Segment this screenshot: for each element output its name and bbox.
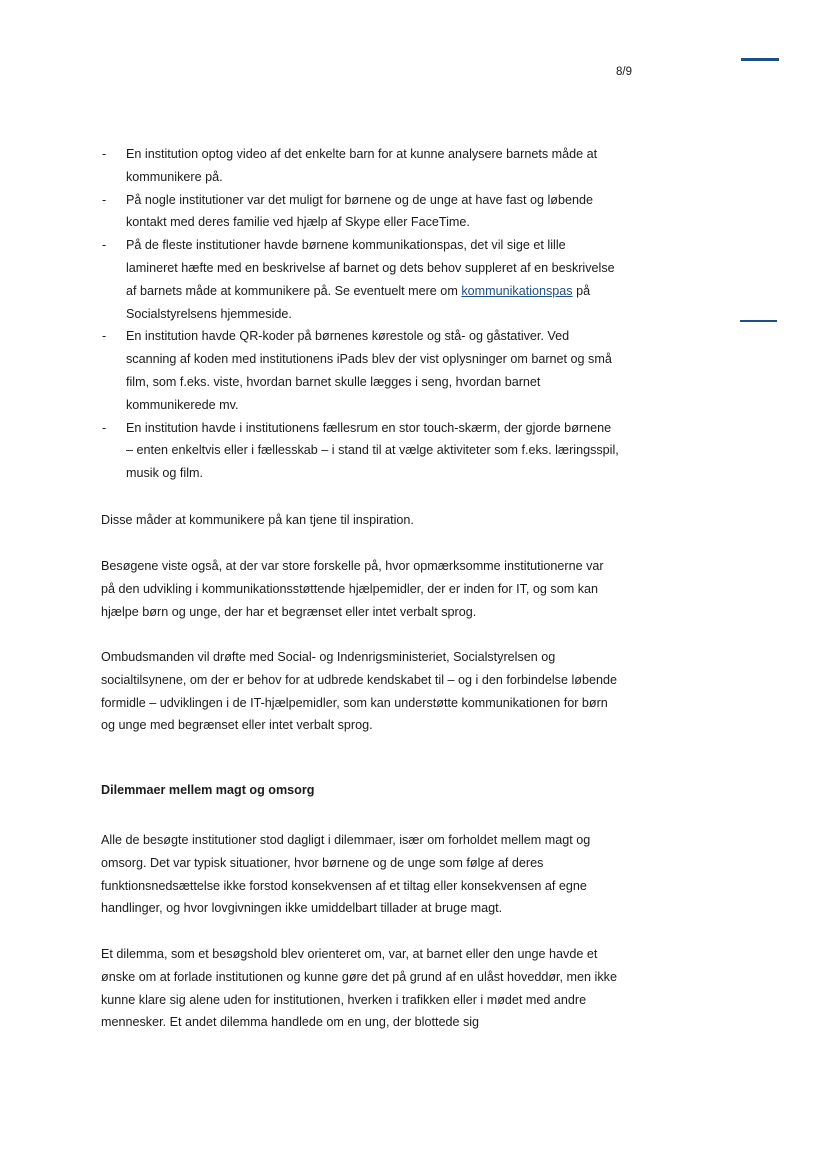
bullet-dash: - (102, 329, 107, 344)
list-item-text: En institution havde QR-koder på børnenes kørestole og stå- og gåstativer. Ved scanning af koden med institutionens iPads blev der vist oplysninger om barnet og små film, som f.eks. viste, hvordan barnet skulle lægges i seng, hvordan barnet kommunikerede mv. (126, 329, 612, 412)
margin-marker-middle (740, 320, 777, 322)
list-item (100, 417, 620, 485)
bullet-list (100, 143, 620, 485)
paragraph-dilemmas: Alle de besøgte institutioner stod dagligt i dilemmaer, især om forholdet mellem magt og omsorg. Det var typisk situationer, hvor børnene og de unge som følge af deres funktionsnedsættelse ikke forstod konsekvensen af et tiltag eller konsekvensen af egne handlinger, og hvor lovgivningen ikke umiddelbart tillader at bruge magt. (101, 833, 591, 916)
list-item-text: En institution havde i institutionens fællesrum en stor touch-skærm, der gjorde børnene – enten enkeltvis eller i fællesskab – i stand til at vælge aktiviteter som f.eks. læringsspil, musik og film. (126, 420, 619, 481)
bullet-dash: - (102, 192, 107, 207)
paragraph-example: Et dilemma, som et besøgshold blev orienteret om, var, at barnet eller den unge havde et ønske om at forlade institutionen og kunne gøre det på grund af en ulåst hoveddør, men ikke kunne klare sig alene uden for institutionen, hverken i trafikken eller i mødet med andre mennesker. Et andet dilemma handlede om en ung, der blottede sig (101, 947, 617, 1030)
list-item (100, 189, 620, 235)
bullet-dash: - (102, 420, 107, 435)
kommunikationspas-link[interactable]: kommunikationspas (461, 283, 573, 298)
paragraph-ombudsman: Ombudsmanden vil drøfte med Social- og Indenrigsministeriet, Socialstyrelsen og socialtilsynene, om der er behov for at udbrede kendskabet til – og i den forbindelse løbende formidle – udviklingen i de IT-hjælpemidler, som kan understøtte kommunikationen for børn og unge med begrænset eller intet verbalt sprog. (101, 650, 617, 733)
page-number: 8/9 (616, 66, 632, 78)
bullet-dash: - (102, 238, 107, 253)
list-item-text: En institution optog video af det enkelte barn for at kunne analysere barnets måde at kommunikere på. (126, 147, 598, 184)
list-item-text: på Socialstyrelsens hjemmeside. (126, 283, 591, 321)
bullet-dash: - (102, 147, 107, 161)
paragraph-differences: Besøgene viste også, at der var store forskelle på, hvor opmærksomme institutionerne var på den udvikling i kommunikationsstøttende hjælpemidler, der er inden for IT, og som kan hjælpe børn og unge, der har et begrænset eller intet verbalt sprog. (101, 559, 604, 619)
list-item (100, 143, 620, 189)
section-heading: Dilemmaer mellem magt og omsorg (101, 783, 315, 797)
paragraph-inspiration: Disse måder at kommunikere på kan tjene til inspiration. (101, 513, 414, 527)
list-item (100, 234, 620, 325)
list-item-text: På nogle institutioner var det muligt for børnene og de unge at have fast og løbende kontakt med deres familie ved hjælp af Skype eller FaceTime. (126, 192, 593, 230)
margin-marker-top (741, 58, 779, 61)
list-item (100, 325, 620, 416)
list-item-text: På de fleste institutioner havde børnene kommunikationspas, det vil sige et lille lamineret hæfte med en beskrivelse af barnet og dets behov suppleret af en beskrivelse af barnets måde at kommunikere på. Se eventuelt mere om (126, 238, 615, 298)
